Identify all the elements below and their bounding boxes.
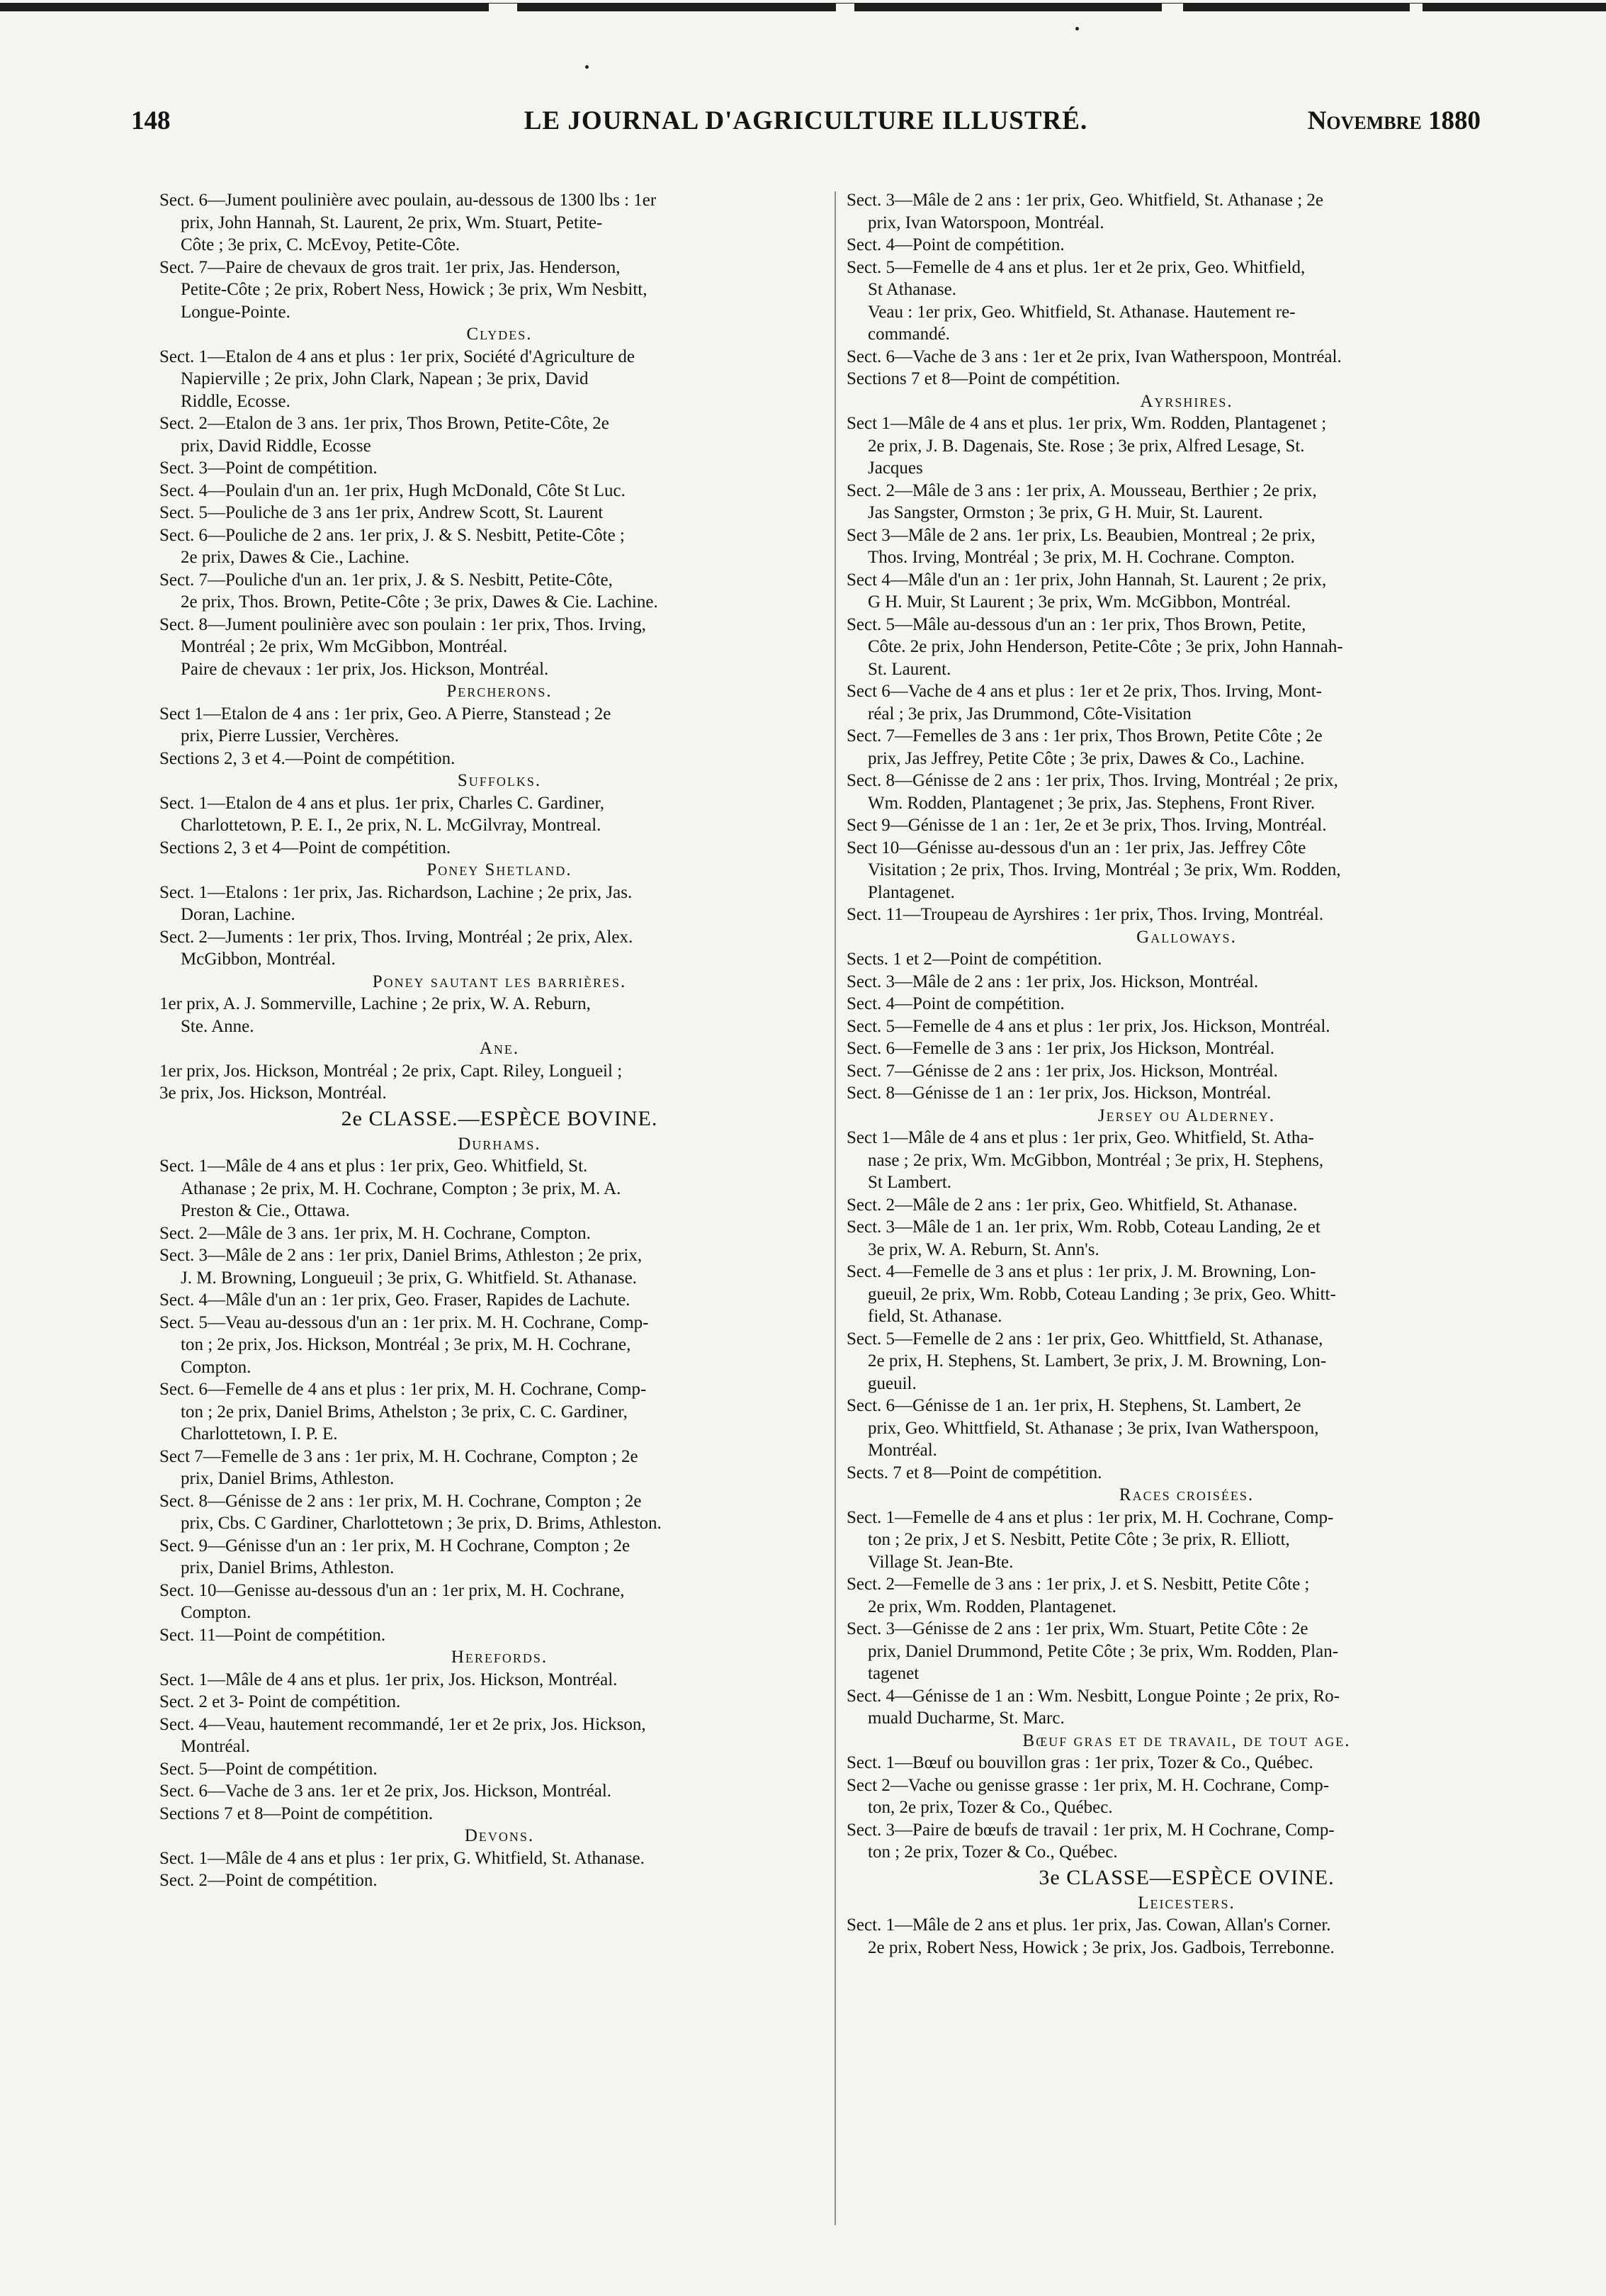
entry-line: Sect. 2 et 3- Point de compétition. [159, 1692, 401, 1711]
entry-line: Sect. 6—Génisse de 1 an. 1er prix, H. Stephens, St. Lambert, 2e [847, 1396, 1301, 1415]
left-column [159, 189, 839, 2230]
entry-line: Compton. [181, 1603, 251, 1622]
entry-line: Sect. 2—Juments : 1er prix, Thos. Irving, Montréal ; 2e prix, Alex. [159, 927, 633, 947]
entry-line: Riddle, Ecosse. [181, 391, 290, 411]
entry-line: nase ; 2e prix, Wm. McGibbon, Montréal ; 3e prix, H. Stephens, [868, 1150, 1324, 1170]
entry-line: Sects. 1 et 2—Point de compétition. [847, 950, 1102, 969]
entry-line: J. M. Browning, Longueuil ; 3e prix, G. Whitfield. St. Athanase. [181, 1268, 637, 1288]
entry-line: Preston & Cie., Ottawa. [181, 1201, 350, 1220]
entry-line: 2e prix, H. Stephens, St. Lambert, 3e prix, J. M. Browning, Lon- [868, 1351, 1327, 1371]
right-column [847, 189, 1527, 2230]
entry-line: Sect 2—Vache ou genisse grasse : 1er prix, M. H. Cochrane, Comp- [847, 1775, 1330, 1795]
entry-line: Sect. 7—Femelles de 3 ans : 1er prix, Thos Brown, Petite Côte ; 2e [847, 726, 1323, 745]
entry-line: Sect. 8—Génisse de 1 an : 1er prix, Jos. Hickson, Montréal. [847, 1084, 1272, 1103]
entry-line: Sect. 9—Génisse d'un an : 1er prix, M. H Cochrane, Compton ; 2e [159, 1536, 630, 1555]
entry-line: Sect 4—Mâle d'un an : 1er prix, John Hannah, St. Laurent ; 2e prix, [847, 570, 1327, 590]
entry-line: Montréal ; 2e prix, Wm McGibbon, Montréal. [181, 637, 508, 656]
entry-line: prix, Daniel Drummond, Petite Côte ; 3e prix, Wm. Rodden, Plan- [868, 1641, 1339, 1661]
entry-line: Petite-Côte ; 2e prix, Robert Ness, Howick ; 3e prix, Wm Nesbitt, [181, 280, 648, 299]
entry-line: Sect. 3—Paire de bœufs de travail : 1er prix, M. H Cochrane, Comp- [847, 1820, 1335, 1840]
entry-line: Côte. 2e prix, John Henderson, Petite-Côte ; 3e prix, John Hannah- [868, 637, 1343, 656]
entry-line: Sect. 6—Femelle de 3 ans : 1er prix, Jos Hickson, Montréal. [847, 1039, 1275, 1058]
entry-line: Sect. 6—Jument poulinière avec poulain, au-dessous de 1300 lbs : 1er [159, 191, 657, 210]
entry-line: prix, Cbs. C Gardiner, Charlottetown ; 3e prix, D. Brims, Athleston. [181, 1514, 662, 1533]
section-heading: Galloways. [1136, 927, 1237, 947]
entry-line: Sect. 1—Bœuf ou bouvillon gras : 1er prix, Tozer & Co., Québec. [847, 1753, 1313, 1772]
entry-line: ton ; 2e prix, Jos. Hickson, Montréal ; 3e prix, M. H. Cochrane, [181, 1335, 631, 1354]
section-heading: Poney Shetland. [426, 860, 572, 879]
entry-line: prix, Geo. Whittfield, St. Athanase ; 3e prix, Ivan Watherspoon, [868, 1418, 1319, 1438]
entry-line: Sect. 5—Veau au-dessous d'un an : 1er prix. M. H. Cochrane, Comp- [159, 1312, 649, 1332]
entry-line: Ste. Anne. [181, 1016, 254, 1036]
scan-top-border [0, 0, 1606, 14]
entry-line: Sect. 4—Mâle d'un an : 1er prix, Geo. Fraser, Rapides de Lachute. [159, 1290, 630, 1310]
journal-title: LE JOURNAL D'AGRICULTURE ILLUSTRÉ. [524, 106, 1088, 135]
entry-line: Sect 9—Génisse de 1 an : 1er, 2e et 3e prix, Thos. Irving, Montréal. [847, 816, 1327, 835]
section-heading: Leicesters. [1138, 1893, 1235, 1913]
entry-line: Sect. 3—Mâle de 2 ans : 1er prix, Daniel Brims, Athleston ; 2e prix, [159, 1246, 643, 1265]
entry-line: Sect. 2—Mâle de 3 ans : 1er prix, A. Mousseau, Berthier ; 2e prix, [847, 480, 1317, 500]
scan-speck [1075, 27, 1079, 30]
section-heading: Clydes. [466, 325, 533, 344]
entry-line: Sect. 6—Femelle de 4 ans et plus : 1er prix, M. H. Cochrane, Comp- [159, 1380, 647, 1399]
page-number: 148 [131, 106, 171, 135]
entry-line: Sect. 1—Mâle de 4 ans et plus : 1er prix, Geo. Whitfield, St. [159, 1157, 588, 1176]
entry-line: Sect. 4—Point de compétition. [847, 994, 1065, 1013]
entry-line: Sections 2, 3 et 4—Point de compétition. [159, 838, 451, 857]
entry-line: Plantagenet. [868, 882, 955, 902]
entry-line: prix, Jas Jeffrey, Petite Côte ; 3e prix, Dawes & Co., Lachine. [868, 748, 1305, 768]
entry-line: Sect. 4—Veau, hautement recommandé, 1er et 2e prix, Jos. Hickson, [159, 1714, 646, 1734]
entry-line: prix, Ivan Watorspoon, Montréal. [868, 213, 1104, 232]
entry-line: Sect. 7—Génisse de 2 ans : 1er prix, Jos. Hickson, Montréal. [847, 1061, 1278, 1081]
entry-line: Visitation ; 2e prix, Thos. Irving, Montréal ; 3e prix, Wm. Rodden, [868, 860, 1341, 879]
entry-line: Sect. 4—Poulain d'un an. 1er prix, Hugh McDonald, Côte St Luc. [159, 480, 626, 500]
entry-line: Sections 7 et 8—Point de compétition. [159, 1803, 434, 1823]
entry-line: Sect. 3—Mâle de 2 ans : 1er prix, Geo. Whitfield, St. Athanase ; 2e [847, 191, 1323, 210]
section-heading: Jersey ou Alderney. [1097, 1105, 1276, 1125]
entry-line: prix, Pierre Lussier, Verchères. [181, 726, 400, 745]
entry-line: McGibbon, Montréal. [181, 950, 336, 969]
entry-line: Sect 10—Génisse au-dessous d'un an : 1er prix, Jas. Jeffrey Côte [847, 838, 1306, 857]
entry-line: ton ; 2e prix, Daniel Brims, Athelston ; 3e prix, C. C. Gardiner, [181, 1402, 628, 1422]
entry-line: Sect. 10—Genisse au-dessous d'un an : 1er prix, M. H. Cochrane, [159, 1580, 625, 1600]
entry-line: Sect. 8—Génisse de 2 ans : 1er prix, Thos. Irving, Montréal ; 2e prix, [847, 771, 1338, 790]
entry-line: Doran, Lachine. [181, 905, 295, 924]
entry-line: Sect. 11—Point de compétition. [159, 1625, 386, 1645]
entry-line: field, St. Athanase. [868, 1307, 1002, 1326]
entry-line: Jas Sangster, Ormston ; 3e prix, G H. Muir, St. Laurent. [868, 503, 1263, 522]
entry-line: Sect. 6—Vache de 3 ans. 1er et 2e prix, Jos. Hickson, Montréal. [159, 1782, 612, 1801]
entry-line: commandé. [868, 325, 950, 344]
entry-line: Sect 1—Mâle de 4 ans et plus : 1er prix, Geo. Whitfield, St. Atha- [847, 1128, 1314, 1147]
entry-line: 2e prix, Robert Ness, Howick ; 3e prix, Jos. Gadbois, Terrebonne. [868, 1937, 1335, 1957]
entry-line: Sect. 1—Etalon de 4 ans et plus. 1er prix, Charles C. Gardiner, [159, 793, 605, 813]
entry-line: Sect 3—Mâle de 2 ans. 1er prix, Ls. Beaubien, Montreal ; 2e prix, [847, 525, 1316, 545]
entry-line: gueuil. [868, 1373, 917, 1393]
entry-line: Montréal. [868, 1441, 937, 1460]
entry-line: Sect. 1—Etalons : 1er prix, Jas. Richardson, Lachine ; 2e prix, Jas. [159, 882, 633, 902]
entry-line: Longue-Pointe. [181, 302, 290, 322]
entry-line: Sect. 1—Mâle de 2 ans et plus. 1er prix, Jas. Cowan, Allan's Corner. [847, 1915, 1331, 1935]
class-heading: 3e CLASSE—ESPÈCE OVINE. [1039, 1865, 1335, 1889]
entry-line: St. Laurent. [868, 659, 951, 679]
entry-line: gueuil, 2e prix, Wm. Robb, Coteau Landing ; 3e prix, Geo. Whitt- [868, 1284, 1336, 1304]
entry-line: Côte ; 3e prix, C. McEvoy, Petite-Côte. [181, 235, 460, 254]
entry-line: prix, Daniel Brims, Athleston. [181, 1558, 395, 1577]
entry-line: Paire de chevaux : 1er prix, Jos. Hickson, Montréal. [181, 659, 549, 679]
entry-line: Sect 1—Mâle de 4 ans et plus. 1er prix, Wm. Rodden, Plantagenet ; [847, 414, 1327, 433]
section-heading: Poney sautant les barrières. [372, 972, 627, 991]
section-heading: Ane. [479, 1039, 520, 1058]
entry-line: Sect. 2—Mâle de 3 ans. 1er prix, M. H. Cochrane, Compton. [159, 1223, 591, 1243]
entry-line: Sect. 5—Femelle de 4 ans et plus : 1er prix, Jos. Hickson, Montréal. [847, 1016, 1330, 1036]
entry-line: Sect. 4—Génisse de 1 an : Wm. Nesbitt, Longue Pointe ; 2e prix, Ro- [847, 1686, 1340, 1706]
entry-line: 2e prix, Thos. Brown, Petite-Côte ; 3e prix, Dawes & Cie. Lachine. [181, 592, 658, 612]
entry-line: Thos. Irving, Montréal ; 3e prix, M. H. Cochrane. Compton. [868, 548, 1295, 567]
entry-line: Sect. 2—Mâle de 2 ans : 1er prix, Geo. Whitfield, St. Athanase. [847, 1195, 1298, 1215]
entry-line: Sect. 1—Etalon de 4 ans et plus : 1er prix, Société d'Agriculture de [159, 347, 635, 366]
entry-line: Charlottetown, I. P. E. [181, 1424, 338, 1444]
entry-line: Sect. 3—Point de compétition. [159, 458, 378, 478]
entry-line: ton, 2e prix, Tozer & Co., Québec. [868, 1798, 1113, 1817]
entry-line: Sect. 1—Mâle de 4 ans et plus. 1er prix, Jos. Hickson, Montréal. [159, 1670, 618, 1689]
scan-speck [585, 65, 589, 69]
section-heading: Devons. [464, 1826, 535, 1845]
entry-line: Sect. 7—Pouliche d'un an. 1er prix, J. & S. Nesbitt, Petite-Côte, [159, 570, 613, 590]
entry-line: Sect. 5—Femelle de 4 ans et plus. 1er et 2e prix, Geo. Whitfield, [847, 257, 1306, 277]
entry-line: Wm. Rodden, Plantagenet ; 3e prix, Jas. Stephens, Front River. [868, 793, 1316, 813]
entry-line: Montréal. [181, 1737, 250, 1756]
entry-line: Sect. 5—Femelle de 2 ans : 1er prix, Geo. Whittfield, St. Athanase, [847, 1329, 1323, 1349]
entry-line: Sect. 1—Mâle de 4 ans et plus : 1er prix, G. Whitfield, St. Athanase. [159, 1848, 645, 1868]
entry-line: Sect. 4—Femelle de 3 ans et plus : 1er prix, J. M. Browning, Lon- [847, 1262, 1316, 1281]
entry-line: Sect. 8—Jument poulinière avec son poulain : 1er prix, Thos. Irving, [159, 614, 646, 634]
entry-line: Sections 7 et 8—Point de compétition. [847, 369, 1121, 388]
entry-line: Sections 2, 3 et 4.—Point de compétition. [159, 748, 456, 768]
entry-line: Sect 7—Femelle de 3 ans : 1er prix, M. H. Cochrane, Compton ; 2e [159, 1446, 638, 1466]
entry-line: Sect. 11—Troupeau de Ayrshires : 1er prix, Thos. Irving, Montréal. [847, 905, 1324, 924]
section-heading: Races croisées. [1119, 1485, 1255, 1504]
entry-line: Sect. 6—Pouliche de 2 ans. 1er prix, J. & S. Nesbitt, Petite-Côte ; [159, 525, 625, 545]
entry-line: Sect. 5—Mâle au-dessous d'un an : 1er prix, Thos Brown, Petite, [847, 614, 1306, 634]
entry-line: 1er prix, A. J. Sommerville, Lachine ; 2e prix, W. A. Reburn, [159, 994, 591, 1013]
section-heading: Suffolks. [457, 771, 542, 790]
entry-line: 3e prix, W. A. Reburn, St. Ann's. [868, 1239, 1099, 1259]
entry-line: Sect. 3—Mâle de 2 ans : 1er prix, Jos. Hickson, Montréal. [847, 972, 1259, 991]
issue-date: Novembre 1880 [1307, 106, 1481, 135]
class-heading: 2e CLASSE.—ESPÈCE BOVINE. [341, 1106, 658, 1130]
entry-line: Sect. 5—Point de compétition. [159, 1759, 378, 1779]
entry-line: 1er prix, Jos. Hickson, Montréal ; 2e prix, Capt. Riley, Longueil ; [159, 1061, 623, 1081]
section-heading: Bœuf gras et de travail, de tout age. [1022, 1731, 1351, 1750]
entry-line: St Lambert. [868, 1173, 952, 1192]
entry-line: Sect. 8—Génisse de 2 ans : 1er prix, M. H. Cochrane, Compton ; 2e [159, 1491, 642, 1511]
entry-line: Sect. 3—Mâle de 1 an. 1er prix, Wm. Robb, Coteau Landing, 2e et [847, 1217, 1321, 1237]
section-heading: Herefords. [451, 1648, 548, 1667]
entry-line: 3e prix, Jos. Hickson, Montréal. [159, 1084, 387, 1103]
entry-line: Sect. 2—Point de compétition. [159, 1871, 378, 1890]
entry-line: 2e prix, J. B. Dagenais, Ste. Rose ; 3e prix, Alfred Lesage, St. [868, 436, 1305, 456]
section-heading: Percherons. [446, 682, 553, 701]
entry-line: Village St. Jean-Bte. [868, 1552, 1014, 1572]
entry-line: Sects. 7 et 8—Point de compétition. [847, 1463, 1102, 1482]
entry-line: prix, John Hannah, St. Laurent, 2e prix, Wm. Stuart, Petite- [181, 213, 603, 232]
entry-line: Sect. 4—Point de compétition. [847, 235, 1065, 254]
entry-line: prix, David Riddle, Ecosse [181, 436, 371, 456]
entry-line: G H. Muir, St Laurent ; 3e prix, Wm. McGibbon, Montréal. [868, 592, 1291, 612]
entry-line: 2e prix, Dawes & Cie., Lachine. [181, 548, 409, 567]
entry-line: Jacques [868, 458, 923, 478]
entry-line: tagenet [868, 1664, 920, 1683]
entry-line: prix, Daniel Brims, Athleston. [181, 1469, 395, 1488]
entry-line: Sect. 3—Génisse de 2 ans : 1er prix, Wm. Stuart, Petite Côte : 2e [847, 1619, 1308, 1638]
entry-line: muald Ducharme, St. Marc. [868, 1709, 1065, 1728]
entry-line: Sect. 2—Femelle de 3 ans : 1er prix, J. et S. Nesbitt, Petite Côte ; [847, 1575, 1310, 1594]
entry-line: Veau : 1er prix, Geo. Whitfield, St. Athanase. Hautement re- [868, 302, 1296, 322]
entry-line: Compton. [181, 1357, 251, 1377]
entry-line: 2e prix, Wm. Rodden, Plantagenet. [868, 1597, 1116, 1616]
entry-line: réal ; 3e prix, Jas Drummond, Côte-Visitation [868, 704, 1192, 724]
entry-line: ton ; 2e prix, Tozer & Co., Québec. [868, 1842, 1118, 1862]
section-heading: Ayrshires. [1140, 391, 1233, 411]
entry-line: Athanase ; 2e prix, M. H. Cochrane, Compton ; 3e prix, M. A. [181, 1178, 621, 1198]
section-heading: Durhams. [458, 1134, 541, 1154]
entry-line: ton ; 2e prix, J et S. Nesbitt, Petite Côte ; 3e prix, R. Elliott, [868, 1530, 1290, 1549]
entry-line: Sect 6—Vache de 4 ans et plus : 1er et 2e prix, Thos. Irving, Mont- [847, 682, 1322, 701]
entry-line: Sect. 2—Etalon de 3 ans. 1er prix, Thos Brown, Petite-Côte, 2e [159, 414, 609, 433]
entry-line: Sect. 7—Paire de chevaux de gros trait. 1er prix, Jas. Henderson, [159, 257, 621, 277]
page-header [131, 103, 1481, 145]
entry-line: Sect. 1—Femelle de 4 ans et plus : 1er prix, M. H. Cochrane, Comp- [847, 1507, 1334, 1527]
entry-line: Charlottetown, P. E. I., 2e prix, N. L. McGilvray, Montreal. [181, 816, 601, 835]
entry-line: Sect. 5—Pouliche de 3 ans 1er prix, Andrew Scott, St. Laurent [159, 503, 604, 522]
entry-line: Sect 1—Etalon de 4 ans : 1er prix, Geo. A Pierre, Stanstead ; 2e [159, 704, 611, 724]
entry-line: St Athanase. [868, 280, 956, 299]
entry-line: Napierville ; 2e prix, John Clark, Napean ; 3e prix, David [181, 369, 589, 388]
entry-line: Sect. 6—Vache de 3 ans : 1er et 2e prix, Ivan Watherspoon, Montréal. [847, 347, 1342, 366]
